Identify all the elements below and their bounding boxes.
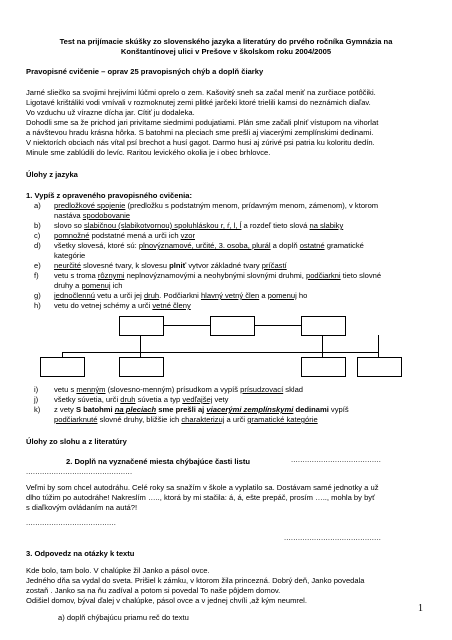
fill-blank-dots[interactable]: .............................................. <box>26 467 133 476</box>
task-item-f-cont: druhy a pomenuj ich <box>54 281 123 290</box>
task-item-b: b) slovo so slabičnou (slabikotvornou) spoluhláskou r, ŕ, l, ĺ a rozdeľ tieto slová na slabiky <box>34 221 344 230</box>
schema-box-bottom[interactable] <box>301 357 346 377</box>
page-title-line2: Konštantínovej ulici v Prešove v školskom roku 2004/2005 <box>120 47 332 56</box>
section1-para-line: Dohodli sme sa že prichod jari privítame siedmimi podujatiami. Plán sme začali plniť vístupom na vihorlat <box>26 118 379 127</box>
task-item-h: h) vetu do vetnej schémy a urči vetné členy <box>34 301 191 310</box>
section1-para-line: Minule sme zablúdili do levíc. Raritou levického okolia je i obec brhlovce. <box>26 148 271 157</box>
task-item-d: d) všetky slovesá, ktoré sú: plnovýznamové, určité, 3. osoba, plurál a doplň ostatné gramatické <box>34 241 364 250</box>
task2-heading: 2. Doplň na vyznačené miesta chýbajúce časti listu <box>66 457 251 466</box>
schema-connector <box>163 325 210 326</box>
task-item-d-cont: kategórie <box>54 251 86 260</box>
section1-para-line: Jarné sliečko sa svojimi hrejivími lúčmi oprelo o zem. Kašovitý sneh sa začal meniť na zurčiace potôčiki. <box>26 88 376 97</box>
fill-blank-dots[interactable]: ....................................... <box>26 518 117 527</box>
story-para-line: Odišiel domov, býval ďalej v chalúpke, pásol ovce a v jednej chvíli ,až kým neumrel. <box>26 596 307 605</box>
schema-box-bottom[interactable] <box>357 357 402 377</box>
story-para-line: zostaň . Janko sa na ňu zadíval a potom si povedal To naše pôjdem domov. <box>26 586 281 595</box>
task-item-e: e) neurčité slovesné tvary, k slovesu plniť vytvor základné tvary príčastí <box>34 261 287 270</box>
fill-blank-dots[interactable]: .......................................... <box>284 533 382 542</box>
task-item-c: c) pomnožné podstatné mená a urči ich vzor <box>34 231 196 240</box>
section3-heading: Úlohy zo slohu a z literatúry <box>26 437 127 446</box>
section1-para-line: V niektorích obciach nás vítal psí brechot a husí gagot. Darmo husi aj zúrivé psi patria ku koloritu dedín. <box>26 138 375 147</box>
task-item-a-cont: nastáva spodobovanie <box>54 211 131 220</box>
task-item-a: a) predložkové spojenie (predložku s podstatným menom, prídavným menom, zámenom), v ktorom <box>34 201 379 210</box>
section2-heading: Úlohy z jazyka <box>26 170 78 179</box>
schema-box-top[interactable] <box>301 316 346 336</box>
letter-para-line: s diaľkovým ovládaním na autá?! <box>26 503 138 512</box>
section1-para-line: Ligotavé krištáliki vodi vmívali v rozmoknutej zemi plitké jarčeki ktoré trielili kamsi do neznámich diaľav. <box>26 98 371 107</box>
story-para-line: Jedného dňa sa vydal do sveta. Prišiel k zámku, v ktorom žila princezná. Dobrý deň, Janko povedala <box>26 576 365 585</box>
task-item-i: i) vetu s menným (slovesno-menným) prísudkom a vypíš prísudzovací sklad <box>34 385 304 394</box>
section1-para-line: a návštevou hradu krásna hôrka. S batohmi na pleciach sme prešli aj viacerými zemplínskimi dedinami. <box>26 128 374 137</box>
schema-connector <box>322 335 323 357</box>
story-para-line: Kde bolo, tam bolo. V chalúpke žil Janko a pásol ovce. <box>26 566 210 575</box>
section1-heading: Pravopisné cvičenie – oprav 25 pravopisných chýb a doplň čiarky <box>26 67 264 76</box>
page-title-line1: Test na prijímacie skúšky zo slovenského jazyka a literatúry do prvého ročníka Gymnázia na <box>59 37 393 46</box>
section4-heading: 3. Odpovedz na otázky k textu <box>26 549 135 558</box>
schema-connector <box>254 325 301 326</box>
schema-connector <box>322 352 379 353</box>
schema-box-bottom[interactable] <box>40 357 85 377</box>
task-item-j: j) všetky súvetia, urči druh súvetia a typ vedľajšej vety <box>34 395 229 404</box>
task-item-k: k) z vety S batohmi na pleciach sme prešli aj viacerými zemplínskymi dedinami vypíš <box>34 405 349 414</box>
section1-para-line: Vo vzduchu už vírazne dícha jar. Cítiť ju dodaleka. <box>26 108 195 117</box>
schema-connector <box>378 335 379 357</box>
letter-para-line: dlho túžim po autodráhe! Nakreslím ….., ktorá by mi stačila: á, á, ešte prepáč, prosím ….., mohla by byť <box>26 493 375 502</box>
task1-heading: 1. Vypíš z opraveného pravopisného cvičenia: <box>26 191 192 200</box>
schema-connector <box>140 335 141 357</box>
schema-box-top[interactable] <box>119 316 164 336</box>
task-item-f: f) vetu s troma rôznymi neplnovýznamovými a neohybnými slovnými druhmi, podčiarkni tieto slovné <box>34 271 382 280</box>
page-number: 1 <box>418 603 423 614</box>
task-item-g: g) jednočlennú vetu a urči jej druh. Podčiarkni hlavný vetný člen a pomenuj ho <box>34 291 308 300</box>
schema-box-top[interactable] <box>210 316 255 336</box>
task3-sub-a: a) doplň chýbajúcu priamu reč do textu <box>58 613 189 622</box>
letter-para-line: Veľmi by som chcel autodráhu. Celé roky sa snažím v škole a vyplatilo sa. Dostávam samé jednotky a už <box>26 483 379 492</box>
schema-box-bottom[interactable] <box>119 357 164 377</box>
schema-connector <box>62 352 322 353</box>
task-item-k-cont: podčiarknuté slovné druhy, bližšie ich charakterizuj a urči gramatické kategórie <box>54 415 318 424</box>
fill-blank-dots[interactable]: ....................................... <box>291 455 382 464</box>
